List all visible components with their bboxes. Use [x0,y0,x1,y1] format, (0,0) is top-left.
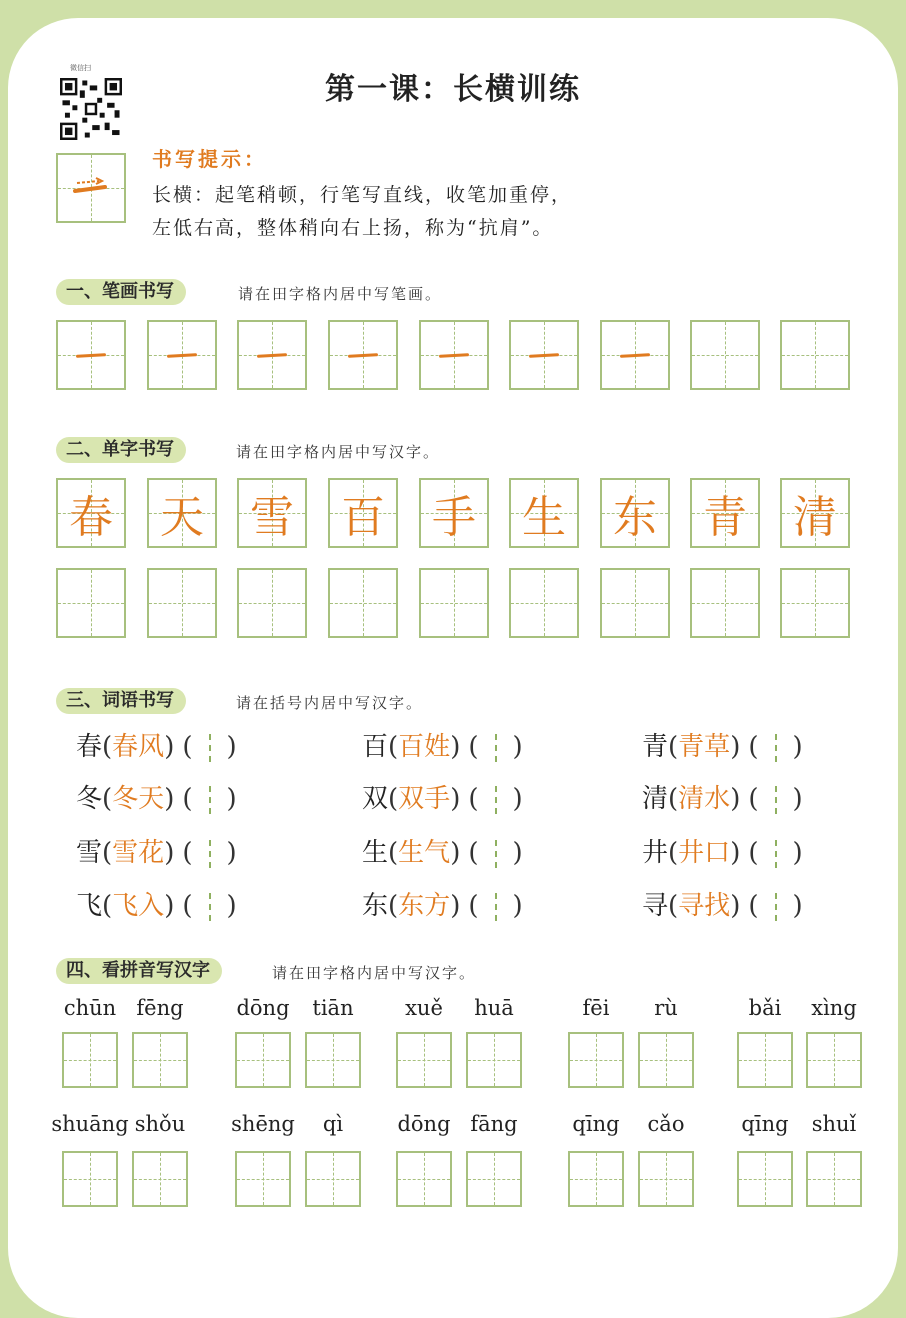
stroke-practice-grid[interactable] [56,320,126,390]
section-2-instruction: 请在田字格内居中写汉字。 [236,443,441,461]
word-item: 飞(飞入) ( ) [76,891,237,921]
pinyin-label: tiān [312,996,354,1020]
stroke-practice-grid[interactable] [147,320,217,390]
pinyin-practice-grid[interactable] [62,1032,118,1088]
word-item: 春(春风) ( ) [76,732,237,762]
pinyin-practice-grid[interactable] [466,1151,522,1207]
model-character: 手 [432,492,476,543]
model-character-grid [780,478,850,548]
model-character-grid [690,478,760,548]
horizontal-stroke-icon [348,353,378,358]
word-blank[interactable]: ( ) [468,784,523,814]
pinyin-label: shēng [231,1112,295,1136]
pinyin-label: shuāng [51,1112,129,1136]
word-blank[interactable]: ( ) [468,838,523,868]
stroke-practice-grid[interactable] [780,320,850,390]
horizontal-stroke-icon [439,353,469,358]
model-character-grid [147,478,217,548]
section-4-label: 四、看拼音写汉字 [56,958,222,984]
horizontal-stroke-icon [76,353,106,358]
character-practice-grid[interactable] [509,568,579,638]
pinyin-practice-grid[interactable] [305,1032,361,1088]
stroke-practice-grid[interactable] [419,320,489,390]
horizontal-stroke-icon [620,353,650,358]
stroke-practice-grid[interactable] [509,320,579,390]
word-blank[interactable]: ( ) [748,838,803,868]
section-3-label: 三、词语书写 [56,688,186,714]
pinyin-practice-grid[interactable] [132,1151,188,1207]
word-head-char: 飞 [76,891,103,921]
model-character: 百 [341,492,385,543]
horizontal-stroke-icon [257,353,287,358]
pinyin-practice-grid[interactable] [235,1032,291,1088]
word-item: 百(百姓) ( ) [362,732,523,762]
model-word: 冬天 [112,784,165,814]
section-2-label: 二、单字书写 [56,437,186,463]
pinyin-label: rù [654,996,678,1020]
pinyin-practice-grid[interactable] [466,1032,522,1088]
pinyin-label: shuǐ [811,1112,857,1136]
word-item: 寻(寻找) ( ) [642,891,803,921]
pinyin-practice-grid[interactable] [396,1032,452,1088]
word-head-char: 冬 [76,784,103,814]
word-head-char: 清 [642,784,669,814]
word-item: 雪(雪花) ( ) [76,838,237,868]
model-character: 东 [613,492,657,543]
word-head-char: 雪 [76,838,103,868]
horizontal-stroke-icon [167,353,197,358]
word-blank[interactable]: ( ) [468,732,523,762]
pinyin-label: dōng [236,996,290,1020]
pinyin-label: qīng [741,1112,789,1136]
character-practice-grid[interactable] [690,568,760,638]
word-item: 双(双手) ( ) [362,784,523,814]
pinyin-label: huā [474,996,514,1020]
word-blank[interactable]: ( ) [182,891,237,921]
pinyin-label: chūn [63,996,117,1020]
model-character: 清 [793,492,837,543]
word-head-char: 百 [362,732,389,762]
word-blank[interactable]: ( ) [748,784,803,814]
pinyin-label: fēi [582,996,610,1020]
model-character-grid [419,478,489,548]
character-practice-grid[interactable] [56,568,126,638]
model-character: 生 [522,492,566,543]
section-1-instruction: 请在田字格内居中写笔画。 [238,285,443,303]
stroke-practice-grid[interactable] [328,320,398,390]
pinyin-label: fāng [470,1112,518,1136]
character-practice-grid[interactable] [600,568,670,638]
model-word: 寻找 [678,891,731,921]
model-word: 井口 [678,838,731,868]
word-head-char: 青 [642,732,669,762]
word-blank[interactable]: ( ) [748,732,803,762]
section-3-instruction: 请在括号内居中写汉字。 [236,694,424,712]
model-word: 飞入 [112,891,165,921]
model-word: 清水 [678,784,731,814]
tips-heading: 书写提示： [152,147,267,171]
model-character: 天 [160,492,204,543]
model-word: 春风 [112,732,165,762]
pinyin-practice-grid[interactable] [62,1151,118,1207]
stroke-practice-grid[interactable] [600,320,670,390]
section-4-instruction: 请在田字格内居中写汉字。 [272,964,477,982]
model-character-grid [328,478,398,548]
pinyin-label: cǎo [647,1112,685,1136]
word-item: 生(生气) ( ) [362,838,523,868]
word-head-char: 寻 [642,891,669,921]
pinyin-practice-grid[interactable] [396,1151,452,1207]
word-blank[interactable]: ( ) [182,784,237,814]
pinyin-label: bǎi [748,996,782,1020]
word-head-char: 井 [642,838,669,868]
word-item: 青(青草) ( ) [642,732,803,762]
tips-line-2: 左低右高，整体稍向右上扬，称为“抗肩”。 [152,217,554,239]
model-word: 百姓 [398,732,451,762]
character-practice-grid[interactable] [147,568,217,638]
stroke-practice-grid[interactable] [690,320,760,390]
pinyin-practice-grid[interactable] [568,1032,624,1088]
character-practice-grid[interactable] [419,568,489,638]
horizontal-stroke-icon [529,353,559,358]
model-character-grid [237,478,307,548]
word-blank[interactable]: ( ) [182,838,237,868]
pinyin-label: fēng [136,996,184,1020]
model-character: 雪 [250,492,294,543]
model-character: 青 [703,492,747,543]
model-character: 春 [69,492,113,543]
pinyin-practice-grid[interactable] [806,1151,862,1207]
model-word: 生气 [398,838,451,868]
character-practice-grid[interactable] [780,568,850,638]
word-head-char: 双 [362,784,389,814]
word-blank[interactable]: ( ) [182,732,237,762]
model-word: 东方 [398,891,451,921]
model-character-grid [509,478,579,548]
pinyin-label: xìng [811,996,857,1020]
model-word: 双手 [398,784,451,814]
pinyin-practice-grid[interactable] [737,1032,793,1088]
word-item: 井(井口) ( ) [642,838,803,868]
example-stroke-icon [58,155,124,221]
pinyin-practice-grid[interactable] [132,1032,188,1088]
pinyin-label: qì [322,1112,344,1136]
page-title: 第一课：长横训练 [325,72,581,107]
tips-line-1: 长横：起笔稍顿，行笔写直线，收笔加重停， [152,184,573,206]
word-head-char: 东 [362,891,389,921]
character-practice-grid[interactable] [328,568,398,638]
word-item: 东(东方) ( ) [362,891,523,921]
section-1-label: 一、笔画书写 [56,279,186,305]
pinyin-label: qīng [572,1112,620,1136]
tip-stroke-grid [56,153,126,223]
word-head-char: 春 [76,732,103,762]
word-blank[interactable]: ( ) [748,891,803,921]
pinyin-practice-grid[interactable] [737,1151,793,1207]
qr-label: 微信扫 [70,64,91,72]
pinyin-practice-grid[interactable] [638,1032,694,1088]
pinyin-practice-grid[interactable] [806,1032,862,1088]
model-character-grid [56,478,126,548]
word-head-char: 生 [362,838,389,868]
model-word: 青草 [678,732,731,762]
pinyin-practice-grid[interactable] [235,1151,291,1207]
word-item: 清(清水) ( ) [642,784,803,814]
pinyin-label: dōng [397,1112,451,1136]
pinyin-practice-grid[interactable] [638,1151,694,1207]
word-blank[interactable]: ( ) [468,891,523,921]
pinyin-practice-grid[interactable] [568,1151,624,1207]
pinyin-practice-grid[interactable] [305,1151,361,1207]
character-practice-grid[interactable] [237,568,307,638]
stroke-practice-grid[interactable] [237,320,307,390]
pinyin-label: shǒu [134,1112,186,1136]
model-character-grid [600,478,670,548]
model-word: 雪花 [112,838,165,868]
pinyin-label: xuě [405,996,443,1020]
word-item: 冬(冬天) ( ) [76,784,237,814]
